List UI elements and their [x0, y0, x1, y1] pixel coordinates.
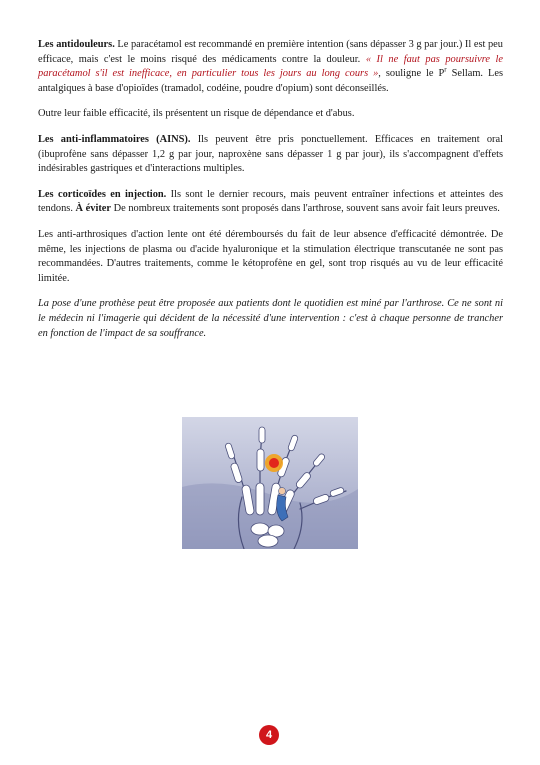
heading-corticoides: Les corticoïdes en injection.: [38, 188, 167, 200]
paragraph-anti-arthrosiques: Les anti-arthrosiques d'action lente ont été déremboursés du fait de leur absence d'efficacité démontrée. De même, les injections de plasma ou d'acide hyaluronique et la stimulation électrique transcutanée ne sont pas recommandées. D'autres traitements, comme le kétoprofène en gel, sont trop risqués au vu de leur efficacité limitée.: [38, 228, 503, 284]
paragraph-ains: [38, 133, 503, 177]
text-segment: Ils peuvent être pris ponctuellement. Efficaces en traitement oral (ibuprofène sans dépasser 1,2 g par jour, naproxène sans dépasser 1 g par jour), ils s'accompagnent d'effets indésirables gastriques et d'interactions multiples.: [38, 133, 504, 175]
paragraph-antidouleurs: [38, 38, 503, 96]
paragraph-corticoides: [38, 188, 503, 217]
paragraph-prothese: La pose d'une prothèse peut être proposée aux patients dont le quotidien est miné par l'arthrose. Ce ne sont ni le médecin ni l'imagerie qui décident de la nécessité d'une intervention : c'est à chaque personne de trancher en fonction de l'impact de sa souffrance.: [38, 298, 503, 339]
text-segment: Sellam. Les antalgiques à base d'opioïdes (tramadol, codéine, poudre d'opium) sont déconseillés.: [38, 68, 503, 94]
superscript: r: [444, 65, 447, 74]
quote-professor: « Il ne faut pas poursuivre le paracétamol s'il est inefficace, en particulier tous les jours au long cours »: [38, 53, 503, 80]
heading-antidouleurs: Les antidouleurs.: [38, 39, 115, 50]
heading-a-eviter: À éviter: [75, 203, 112, 215]
page-number-badge: 4: [259, 725, 279, 745]
text-segment: De nombreux traitements sont proposés dans l'arthrose, souvent sans avoir fait leurs preuves.: [111, 203, 500, 215]
article-body: [38, 38, 503, 352]
paragraph-dependance: Outre leur faible efficacité, ils présentent un risque de dépendance et d'abus.: [38, 108, 355, 120]
heading-ains: Les anti-inflammatoires (AINS).: [38, 133, 191, 145]
text-segment: Le paracétamol est recommandé en première intention (sans dépasser 3 g par jour.) Il est peu efficace, mais c'est le moins risqué des médicaments contre la douleur.: [38, 39, 503, 65]
hand-skeleton-illustration: [182, 417, 358, 549]
text-segment: Ils sont le dernier recours, mais peuvent entraîner infections et atteintes des tendons.: [38, 188, 503, 215]
text-segment: , souligne le P: [378, 68, 445, 80]
